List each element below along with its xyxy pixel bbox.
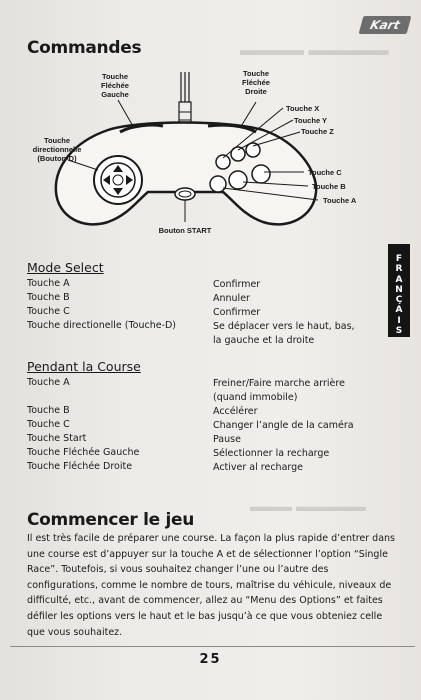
bleed-through-decoration: ▬▬▬▬ ▬▬▬▬▬ bbox=[240, 42, 389, 59]
table-row bbox=[27, 306, 397, 320]
row-key: Touche C bbox=[27, 306, 70, 317]
language-letter: A bbox=[395, 274, 403, 285]
table-row bbox=[27, 419, 397, 433]
language-letter: I bbox=[397, 315, 401, 326]
heading-pendant-la-course: Pendant la Course bbox=[27, 359, 141, 374]
row-action: Confirmer bbox=[213, 279, 261, 290]
footer-divider bbox=[10, 646, 415, 647]
row-key: Touche B bbox=[27, 405, 70, 416]
label-right-trigger: Touche Fléchée Droite bbox=[242, 69, 270, 96]
row-action: Accélérer bbox=[213, 406, 258, 417]
row-action: Pause bbox=[213, 434, 241, 445]
language-letter: A bbox=[395, 305, 403, 316]
label-start-button: Bouton START bbox=[158, 226, 212, 235]
row-action: Confirmer bbox=[213, 307, 261, 318]
label-x-button: Touche X bbox=[286, 104, 320, 113]
table-row bbox=[27, 433, 397, 447]
row-key: Touche C bbox=[27, 419, 70, 430]
table-row bbox=[27, 278, 397, 292]
table-row bbox=[27, 405, 397, 419]
label-left-trigger: Touche Fléchée Gauche bbox=[101, 72, 129, 99]
controller-diagram bbox=[28, 62, 368, 242]
row-key: Touche A bbox=[27, 278, 70, 289]
row-key: Touche directionelle (Touche-D) bbox=[27, 320, 177, 331]
label-c-button: Touche C bbox=[308, 168, 342, 177]
heading-mode-select: Mode Select bbox=[27, 260, 104, 275]
table-row bbox=[27, 461, 397, 475]
bleed-through-decoration: ▬▬▬ ▬▬▬▬▬ bbox=[250, 498, 366, 514]
row-key: Touche Start bbox=[27, 433, 87, 444]
language-letter: F bbox=[395, 254, 403, 264]
row-key: Touche A bbox=[27, 377, 70, 388]
row-action: Se déplacer vers le haut, bas, la gauche et la droite bbox=[213, 321, 355, 346]
row-action: Changer l’angle de la caméra bbox=[213, 420, 354, 431]
language-letter: Ç bbox=[395, 295, 403, 306]
language-letter: S bbox=[395, 326, 403, 337]
kart-logo: Kart bbox=[359, 16, 412, 34]
section-title-commencer: Commencer le jeu bbox=[27, 510, 195, 530]
table-row bbox=[27, 320, 397, 346]
body-paragraph: Il est très facile de préparer une course. La façon la plus rapide d’entrer dans une course est d’appuyer sur la touche A et de sélectionner l’option “Single Race”. Toutefois, si vous souhaitez changer l’une ou l’autre des configurations, comme le nombre de tours, maîtrise du véhicule, niveaux de difficulté, etc., avant de commencer, allez au “Menu des Options” et faites défiler les options vers le haut et le bas jusqu’à ce que vous obteniez celle que vous souhaitez. bbox=[27, 533, 395, 638]
language-letter: N bbox=[395, 284, 403, 295]
label-b-button: Touche B bbox=[312, 182, 346, 191]
label-dpad: Touche directionnelle (Bouton-D) bbox=[32, 136, 82, 163]
table-row bbox=[27, 377, 397, 403]
table-row bbox=[27, 292, 397, 306]
row-action: Freiner/Faire marche arrière (quand immobile) bbox=[213, 378, 345, 403]
language-tab bbox=[388, 244, 410, 337]
label-y-button: Touche Y bbox=[294, 116, 328, 125]
row-action: Annuler bbox=[213, 293, 250, 304]
language-letter: R bbox=[395, 264, 403, 275]
label-a-button: Touche A bbox=[323, 196, 357, 205]
table-row bbox=[27, 447, 397, 461]
row-key: Touche B bbox=[27, 292, 70, 303]
label-z-button: Touche Z bbox=[301, 127, 334, 136]
row-action: Activer al recharge bbox=[213, 462, 304, 473]
row-key: Touche Fléchée Droite bbox=[27, 461, 133, 472]
row-key: Touche Fléchée Gauche bbox=[27, 447, 140, 458]
section-title-commandes: Commandes bbox=[27, 38, 142, 58]
page-number: 25 bbox=[199, 652, 222, 667]
row-action: Sélectionner la recharge bbox=[213, 448, 330, 459]
